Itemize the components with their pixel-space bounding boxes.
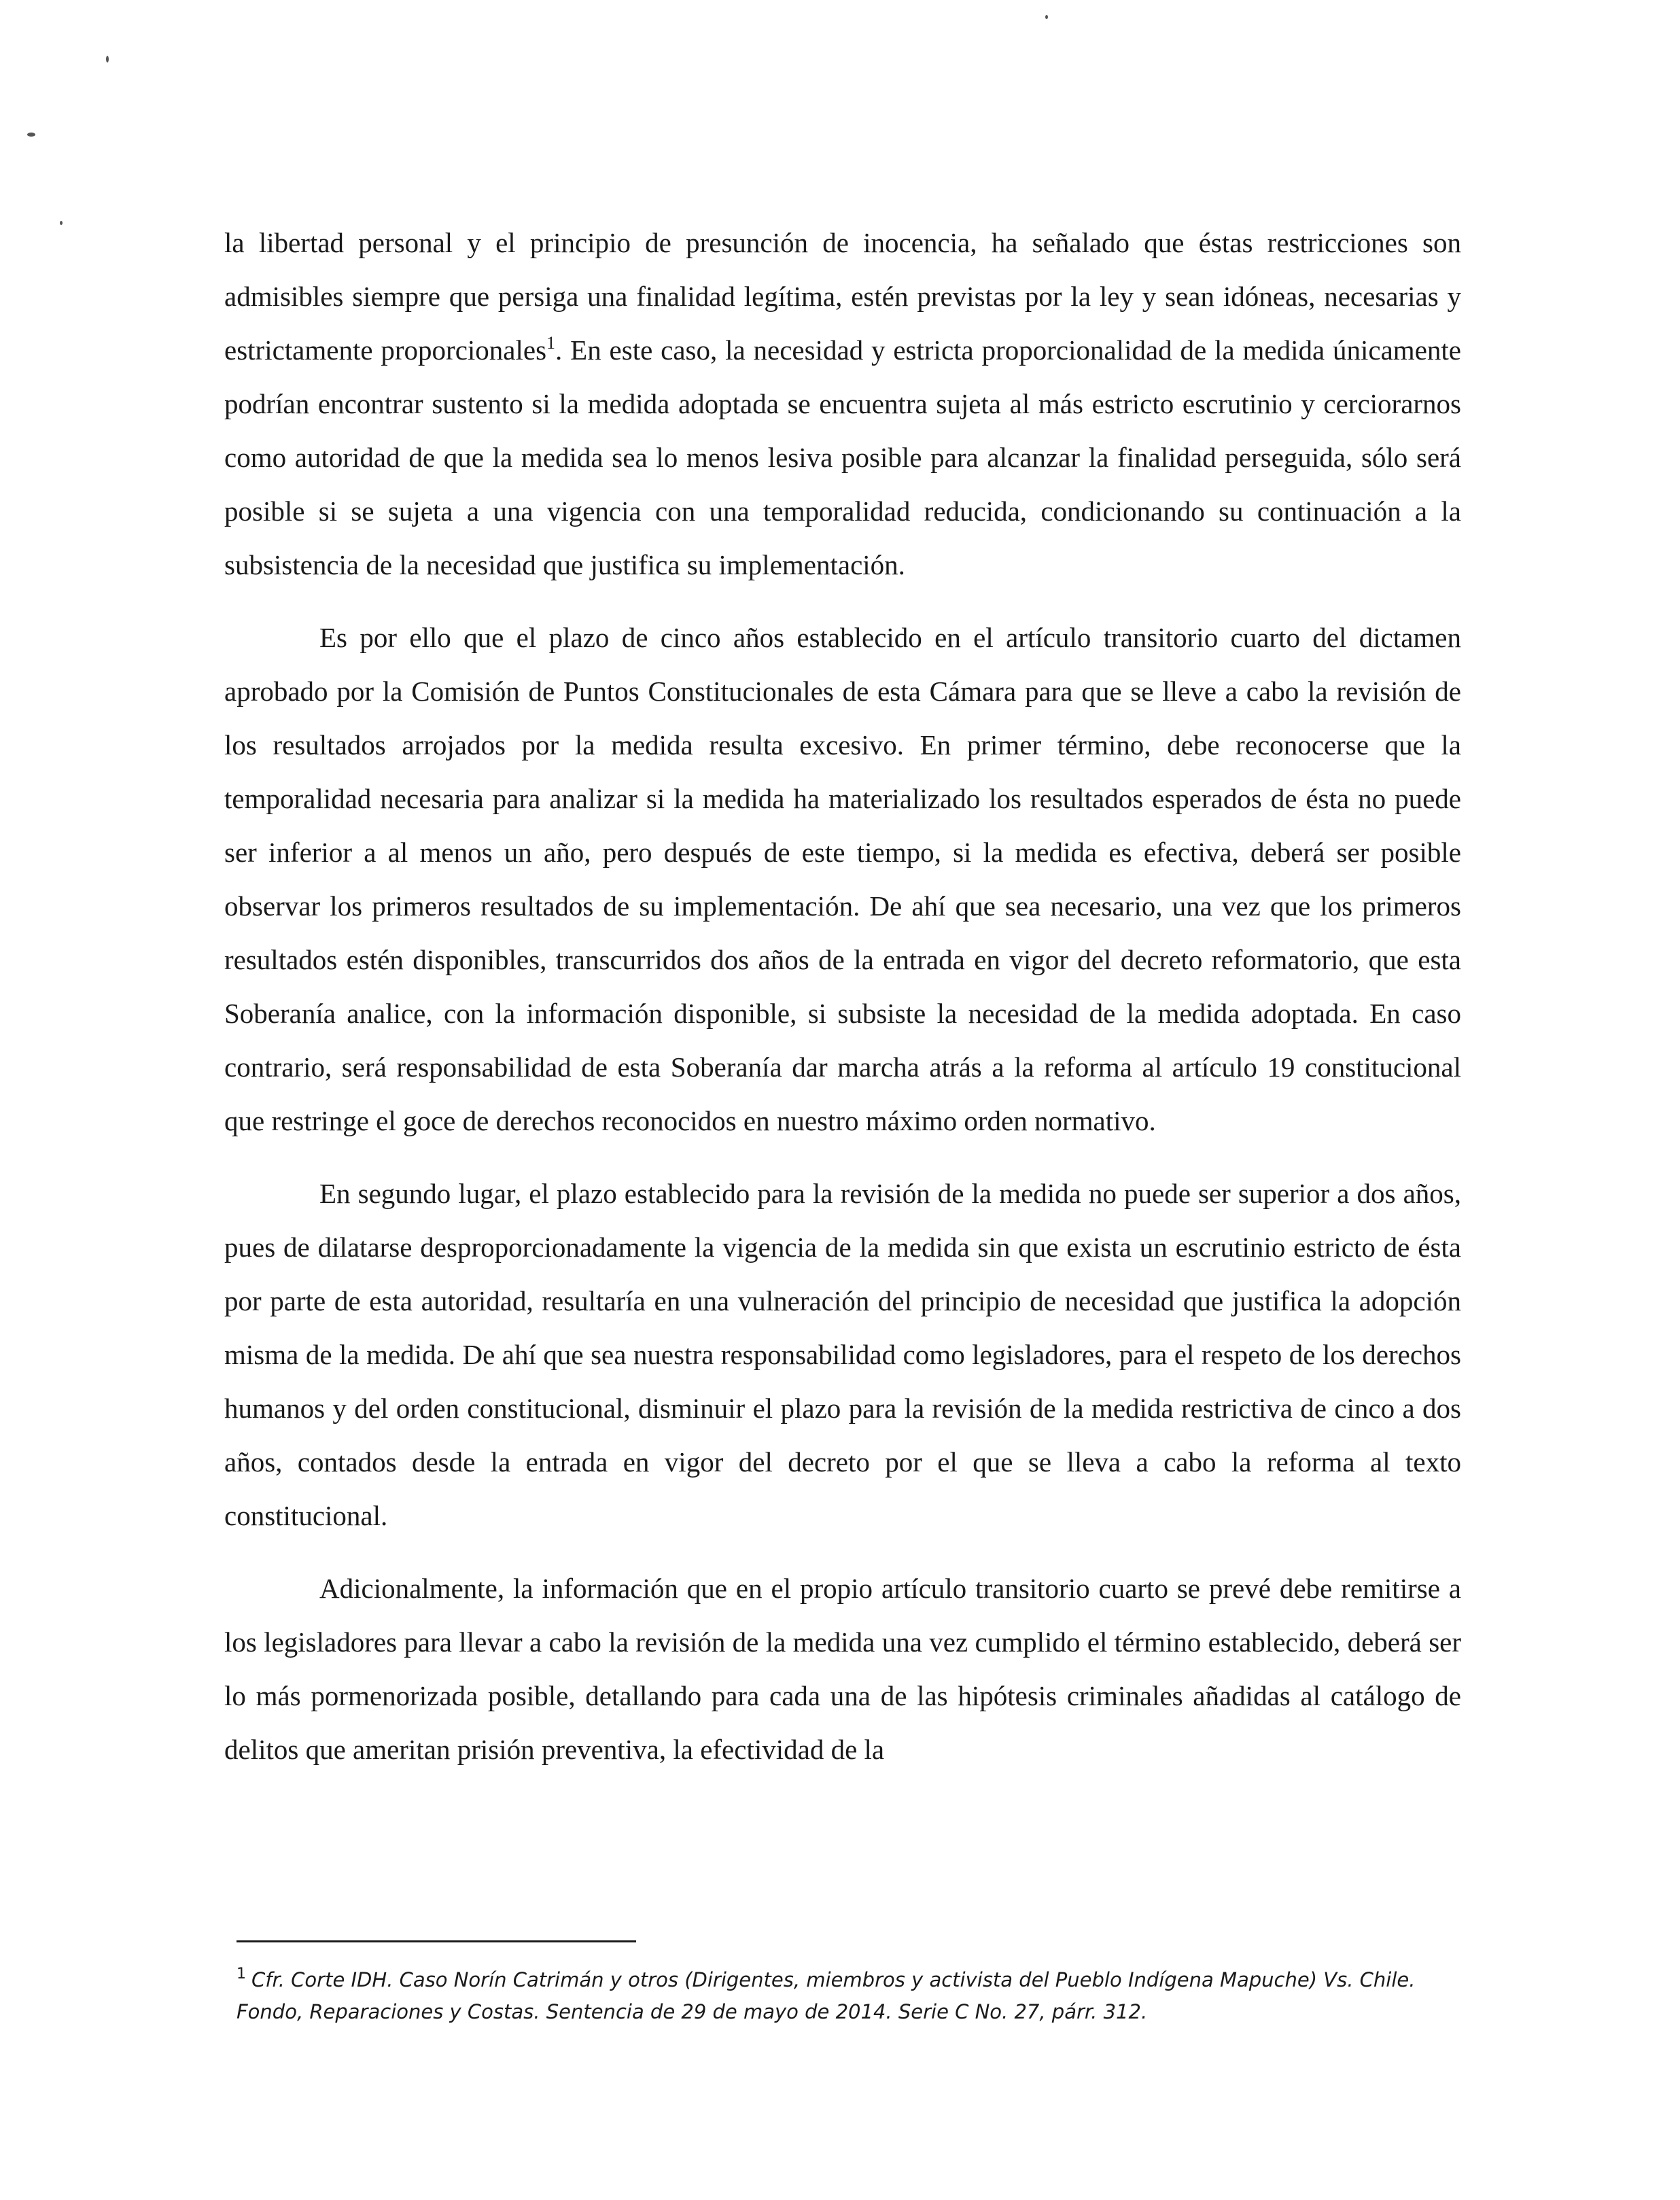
scan-speck — [27, 133, 35, 137]
footnote-text: Cfr. Corte IDH. Caso Norín Catrimán y otros (Dirigentes, miembros y activista del Pueblo Indígena Mapuche) Vs. Chile. Fondo, Reparaciones y Costas. Sentencia de 29 de mayo de 2014. Serie C No. 27, párr. 312. — [237, 1968, 1416, 2023]
paragraph: Adicionalmente, la información que en el propio artículo transitorio cuarto se prevé debe remitirse a los legisladores para llevar a cabo la revisión de la medida una vez cumplido el término establecido, deberá ser lo más pormenorizada posible, detallando para cada una de las hipótesis criminales añadidas al catálogo de delitos que ameritan prisión preventiva, la efectividad de la — [224, 1573, 1461, 1765]
scan-speck — [60, 221, 63, 225]
paragraph: Es por ello que el plazo de cinco años establecido en el artículo transitorio cuarto del dictamen aprobado por la Comisión de Puntos Constitucionales de esta Cámara para que se lleve a cabo la revisión de los resultados arrojados por la medida resulta excesivo. En primer término, debe reconocerse que la temporalidad necesaria para analizar si la medida ha materializado los resultados esperados de ésta no puede ser inferior a al menos un año, pero después de este tiempo, si la medida es efectiva, deberá ser posible observar los primeros resultados de su implementación. De ahí que sea necesario, una vez que los primeros resultados estén disponibles, transcurridos dos años de la entrada en vigor del decreto reformatorio, que esta Soberanía analice, con la información disponible, si subsiste la necesidad de la medida adoptada. En caso contrario, será responsabilidad de esta Soberanía dar marcha atrás a la reforma al artículo 19 constitucional que restringe el goce de derechos reconocidos en nuestro máximo orden normativo. — [224, 622, 1461, 1136]
footnote-separator — [237, 1940, 636, 1942]
scan-speck — [106, 56, 109, 63]
scan-speck — [1045, 15, 1048, 19]
body-text — [224, 216, 1461, 1796]
paragraph: En segundo lugar, el plazo establecido para la revisión de la medida no puede ser superior a dos años, pues de dilatarse desproporcionadamente la vigencia de la medida sin que exista un escrutinio estricto de ésta por parte de esta autoridad, resultaría en una vulneración del principio de necesidad que justifica la adopción misma de la medida. De ahí que sea nuestra responsabilidad como legisladores, para el respeto de los derechos humanos y del orden constitucional, disminuir el plazo para la revisión de la medida restrictiva de cinco a dos años, contados desde la entrada en vigor del decreto por el que se lleva a cabo la reforma al texto constitucional. — [224, 1178, 1461, 1531]
footnote — [237, 1964, 1453, 2028]
footnote-number: 1 — [237, 1966, 246, 1983]
paragraph: la libertad personal y el principio de presunción de inocencia, ha señalado que éstas restricciones son admisibles siempre que persiga una finalidad legítima, estén previstas por la ley y sean idóneas, necesarias y estrictamente proporcionales$^1$. En este caso, la necesidad y estricta proporcionalidad de la medida únicamente podrían encontrar sustento si la medida adoptada se encuentra sujeta al más estricto escrutinio y cerciorarnos como autoridad de que la medida sea lo menos lesiva posible para alcanzar la finalidad perseguida, sólo será posible si se sujeta a una vigencia con una temporalidad reducida, condicionando su continuación a la subsistencia de la necesidad que justifica su implementación. — [224, 227, 1461, 580]
footnote-reference[interactable]: 1 — [546, 333, 556, 353]
